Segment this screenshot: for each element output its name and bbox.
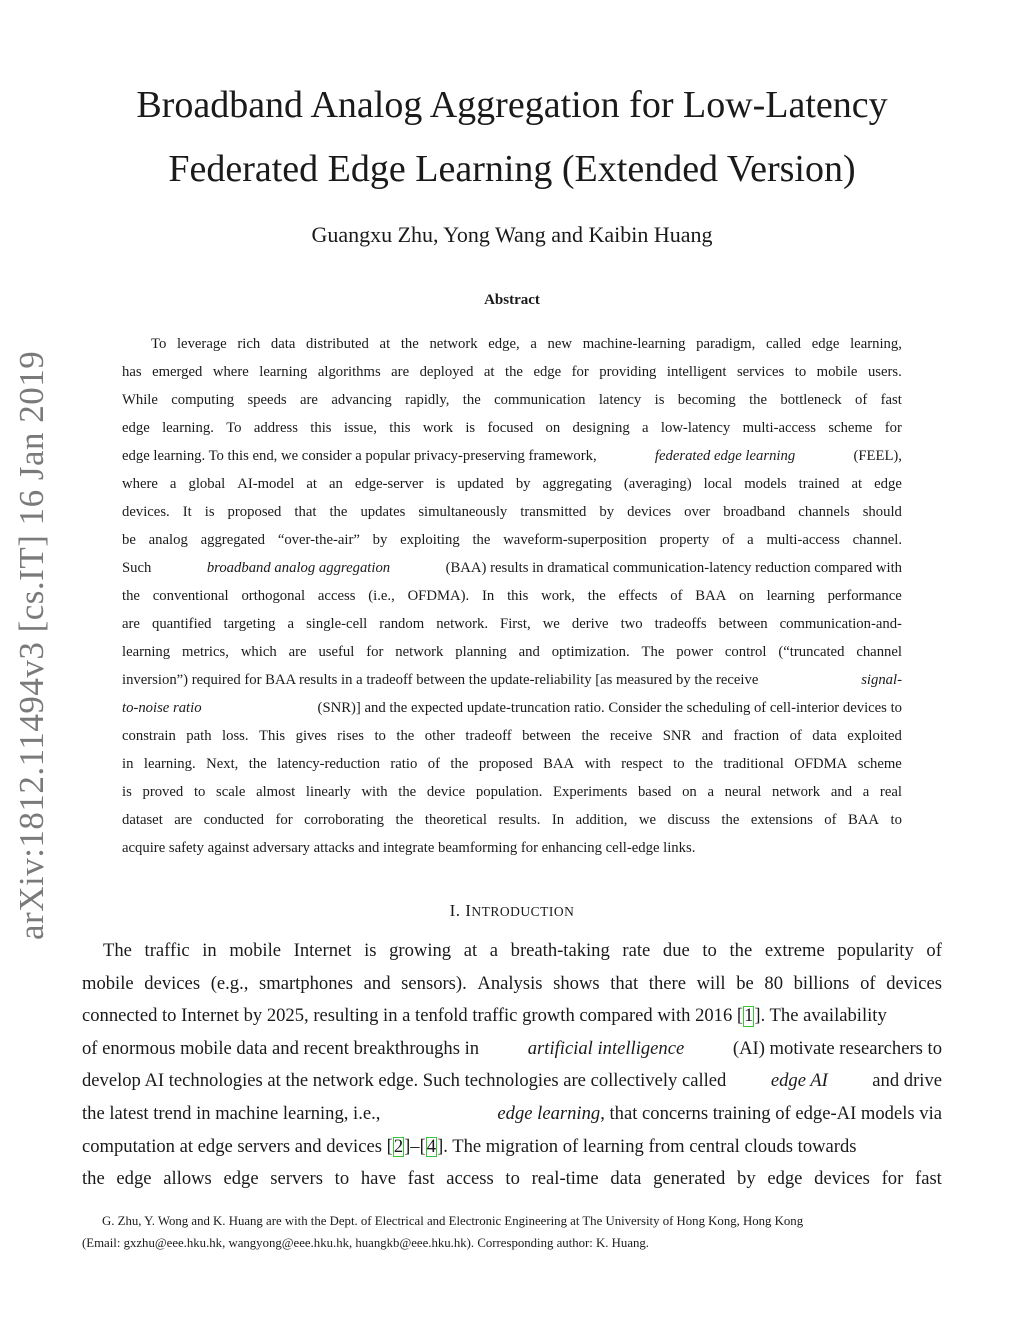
introduction-body	[82, 935, 942, 1196]
abstract-line: acquire safety against adversary attacks and integrate beamforming for enhancing cell-edge links.	[122, 840, 696, 856]
arxiv-stamp: arXiv:1812.11494v3 [cs.IT] 16 Jan 2019	[12, 350, 51, 940]
abstract-line: constrain path loss. This gives rises to the other tradeoff between the receive SNR and fraction of data exploited	[122, 728, 902, 744]
emphasis-term: artificial intelligence	[527, 1037, 685, 1059]
authors: Guangxu Zhu, Yong Wang and Kaibin Huang	[311, 222, 713, 247]
abstract-line: devices. It is proposed that the updates simultaneously transmitted by devices over broadband channels should	[122, 504, 902, 520]
abstract-line: the conventional orthogonal access (i.e., OFDMA). In this work, the effects of BAA on learning performance	[122, 588, 902, 604]
abstract-line: To leverage rich data distributed at the network edge, a new machine-learning paradigm, called edge learning,	[151, 336, 902, 352]
intro-line: connected to Internet by 2025, resulting in a tenfold traffic growth compared with 2016 [1]. The availability	[82, 1005, 887, 1027]
abstract-body	[122, 330, 902, 862]
abstract-line: in learning. Next, the latency-reduction ratio of the proposed BAA with respect to the traditional OFDMA scheme	[122, 756, 902, 772]
abstract-line: has emerged where learning algorithms are deployed at the edge for providing intelligent services to mobile users.	[122, 364, 902, 380]
abstract-heading: Abstract	[484, 292, 540, 308]
citation-link[interactable]: 1	[744, 1005, 754, 1027]
intro-line: the edge allows edge servers to have fast access to real-time data generated by edge devices for fast	[82, 1168, 942, 1190]
paper-title-line-1: Broadband Analog Aggregation for Low-Latency	[136, 84, 888, 126]
citation-link[interactable]: 2	[393, 1135, 404, 1157]
paper-title-line-2: Federated Edge Learning (Extended Version)	[168, 148, 856, 190]
intro-line: The traffic in mobile Internet is growing at a breath-taking rate due to the extreme popularity of	[103, 940, 942, 961]
abstract-line: learning metrics, which are useful for network planning and optimization. The power control (“truncated channel	[122, 644, 902, 660]
emphasis-term: edge AI	[770, 1070, 828, 1092]
abstract-line: dataset are conducted for corroborating the theoretical results. In addition, we discuss the extensions of BAA to	[122, 812, 902, 828]
abstract-line: edge learning. To this end, we consider a popular privacy-preserving framework, federated edge learning (FEEL),	[122, 442, 902, 470]
abstract-line: is proved to scale almost linearly with the device population. Experiments based on a neural network and a real	[122, 784, 902, 800]
abstract-line: While computing speeds are advancing rapidly, the communication latency is becoming the bottleneck of fast	[122, 392, 902, 408]
footnote-line: (Email: gxzhu@eee.hku.hk, wangyong@eee.hku.hk, huangkb@eee.hku.hk). Corresponding author: K. Huang.	[82, 1236, 649, 1250]
abstract-line: be analog aggregated “over-the-air” by exploiting the waveform-superposition property of a multi-access channel.	[122, 532, 902, 548]
intro-line: develop AI technologies at the network edge. Such technologies are collectively called edge AI and drive	[82, 1065, 942, 1098]
emphasis-term: federated edge learning	[654, 448, 796, 464]
emphasis-term: edge learning	[497, 1102, 601, 1124]
intro-line: of enormous mobile data and recent breakthroughs in artificial intelligence (AI) motivate researchers to	[82, 1033, 942, 1066]
abstract-line: where a global AI-model at an edge-server is updated by aggregating (averaging) local models trained at edge	[122, 476, 902, 492]
section-heading: I. INTRODUCTION	[449, 901, 575, 920]
emphasis-term: to-noise ratio	[122, 700, 202, 716]
abstract-line: Such broadband analog aggregation (BAA) results in dramatical communication-latency reduction compared with	[122, 554, 902, 582]
intro-line: mobile devices (e.g., smartphones and sensors). Analysis shows that there will be 80 billions of devices	[82, 972, 942, 994]
intro-line: the latest trend in machine learning, i.e., edge learning, that concerns training of edge-AI models via	[82, 1102, 942, 1124]
footnote-line: G. Zhu, Y. Wong and K. Huang are with the Dept. of Electrical and Electronic Engineering at The University of Hong Kong, Hong Kong	[102, 1214, 804, 1228]
citation-link[interactable]: 4	[426, 1135, 437, 1157]
emphasis-term: broadband analog aggregation	[206, 560, 391, 576]
abstract-line: inversion”) required for BAA results in a tradeoff between the update-reliability [as measured by the receive signal-	[122, 666, 902, 694]
footnote	[82, 1210, 942, 1254]
abstract-line: are quantified targeting a single-cell random network. First, we derive two tradeoffs between communication-and-	[122, 616, 902, 632]
abstract-line: to-noise ratio (SNR)] and the expected update-truncation ratio. Consider the scheduling of cell-interior devices to	[122, 694, 902, 722]
emphasis-term: signal-	[861, 672, 902, 688]
abstract-line: edge learning. To address this issue, this work is focused on designing a low-latency multi-access scheme for	[122, 420, 902, 436]
intro-line: computation at edge servers and devices [2]–[4]. The migration of learning from central clouds towards	[82, 1135, 857, 1157]
